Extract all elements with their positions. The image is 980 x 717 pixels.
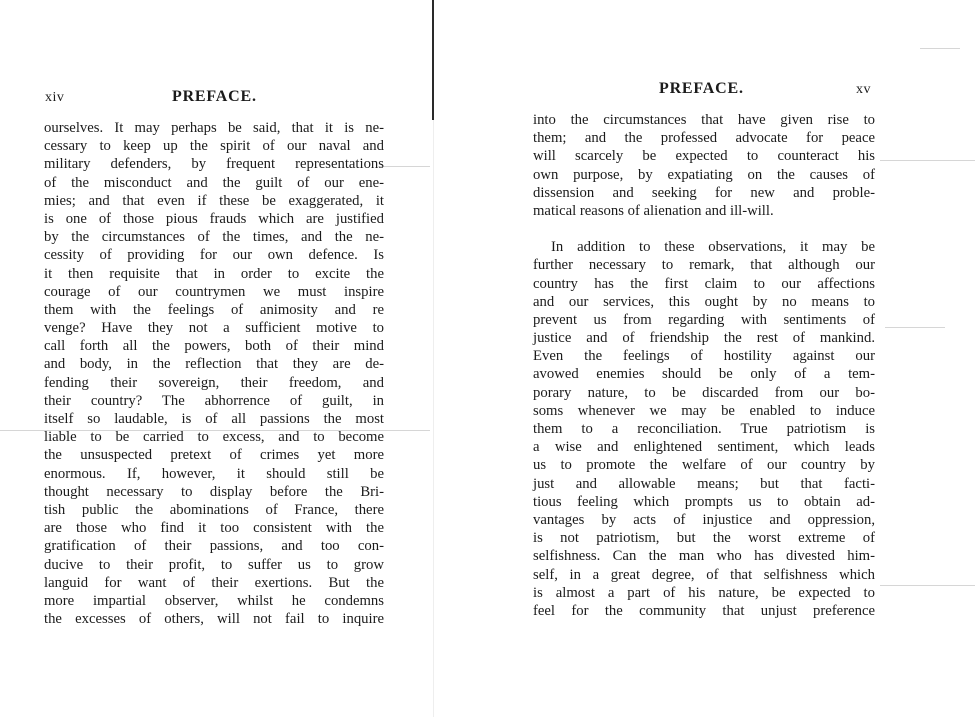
- text-line: languid for want of their exertions. But the: [44, 574, 384, 591]
- scan-artifact-line: [880, 585, 975, 586]
- text-line: of the misconduct and the guilt of our ene-: [44, 174, 384, 191]
- paragraph: [533, 111, 875, 220]
- right-page: [533, 80, 875, 620]
- paragraph: [533, 238, 875, 620]
- text-line: vantages by acts of injustice and oppression,: [533, 511, 875, 528]
- text-line: is almost a part of his nature, be expected to: [533, 584, 875, 601]
- text-line: justice and of friendship the rest of mankind.: [533, 330, 875, 347]
- text-line: into the circumstances that have given rise to: [533, 112, 875, 128]
- text-line: enormous. If, however, it should still be: [44, 465, 384, 482]
- text-line: itself so laudable, is of all passions the most: [44, 411, 384, 427]
- text-line: them with the feelings of animosity and re: [44, 301, 384, 318]
- text-line: by the circumstances of the times, and the ne-: [44, 229, 384, 246]
- text-line: and our services, this ought by no means to: [533, 293, 875, 310]
- text-line: them; and the professed advocate for peace: [533, 130, 875, 147]
- text-line: fending their sovereign, their freedom, and: [44, 374, 384, 391]
- left-running-head: [44, 88, 384, 110]
- left-page-text: [44, 119, 384, 628]
- text-line: a wise and enlightened sentiment, which leads: [533, 439, 875, 456]
- text-line: self, in a great degree, of that selfishness which: [533, 566, 875, 583]
- left-running-title: PREFACE.: [172, 88, 257, 105]
- text-line: just and allowable means; but that facti-: [533, 475, 875, 492]
- left-page-number: xiv: [45, 90, 65, 105]
- text-line: prevent us from regarding with sentiments of: [533, 311, 875, 328]
- page-gutter-shadow: [433, 120, 434, 717]
- text-line: country has the first claim to our affections: [533, 275, 875, 292]
- text-line: will scarcely be expected to counteract his: [533, 148, 875, 165]
- text-line: own purpose, by expatiating on the causes of: [533, 166, 875, 183]
- scan-artifact-line: [885, 327, 945, 328]
- text-line: selfishness. Can the man who has divested him-: [533, 548, 875, 565]
- scan-artifact-line: [880, 160, 975, 161]
- scan-artifact-line: [380, 166, 430, 167]
- text-line: is not patriotism, but the worst extreme of: [533, 530, 875, 547]
- text-line: it then requisite that in order to excite the: [44, 265, 384, 282]
- text-line: further necessary to remark, that although our: [533, 257, 875, 274]
- text-line: In addition to these observations, it may be: [551, 239, 875, 256]
- text-line: matical reasons of alienation and ill-will.: [533, 202, 774, 219]
- text-line: cessary to keep up the spirit of our naval and: [44, 138, 384, 155]
- right-page-text: [533, 111, 875, 620]
- right-page-number: xv: [856, 82, 871, 97]
- text-line: avowed enemies should be only of a tem-: [533, 366, 875, 383]
- text-line: their country? The abhorrence of guilt, in: [44, 392, 384, 409]
- text-line: feel for the community that unjust preference: [533, 602, 875, 619]
- text-line: is one of those pious frauds which are justified: [44, 210, 384, 227]
- text-line: military defenders, by frequent representations: [44, 156, 384, 173]
- left-page: [44, 88, 384, 628]
- text-line: liable to be carried to excess, and to become: [44, 429, 384, 446]
- text-line: more impartial observer, whilst he condemns: [44, 592, 384, 609]
- text-line: thought necessary to display before the Bri-: [44, 483, 384, 500]
- paragraph-break: [533, 220, 875, 238]
- text-line: ducive to their profit, to suffer us to grow: [44, 556, 384, 573]
- page-gutter: [432, 0, 434, 120]
- text-line: mies; and that even if these be exaggerated, it: [44, 192, 384, 209]
- text-line: call forth all the powers, both of their mind: [44, 338, 384, 355]
- right-running-title: PREFACE.: [659, 80, 744, 97]
- text-line: the unsuspected pretext of crimes yet more: [44, 447, 384, 464]
- scan-artifact-line: [920, 48, 960, 49]
- text-line: them to a reconciliation. True patriotism is: [533, 421, 875, 437]
- text-line: soms whenever we may be enabled to induce: [533, 402, 875, 419]
- text-line: the excesses of others, will not fail to inquire: [44, 611, 384, 628]
- text-line: dissension and seeking for new and proble-: [533, 184, 875, 201]
- text-line: Even the feelings of hostility against our: [533, 348, 875, 365]
- text-line: gratification of their passions, and too con-: [44, 538, 384, 555]
- text-line: are those who find it too consistent with the: [44, 520, 384, 537]
- text-line: tish public the abominations of France, there: [44, 501, 384, 518]
- text-line: venge? Have they not a sufficient motive to: [44, 320, 384, 337]
- text-line: courage of our countrymen we must inspire: [44, 283, 384, 300]
- text-line: cessity of providing for our own defence. Is: [44, 247, 384, 264]
- text-line: porary nature, to be discarded from our bo-: [533, 384, 875, 401]
- text-line: tious feeling which prompts us to obtain ad-: [533, 493, 875, 510]
- text-line: and body, in the reflection that they are de-: [44, 356, 384, 373]
- text-line: ourselves. It may perhaps be said, that it is ne-: [44, 120, 384, 136]
- right-running-head: [533, 80, 875, 102]
- text-line: us to promote the welfare of our country by: [533, 457, 875, 474]
